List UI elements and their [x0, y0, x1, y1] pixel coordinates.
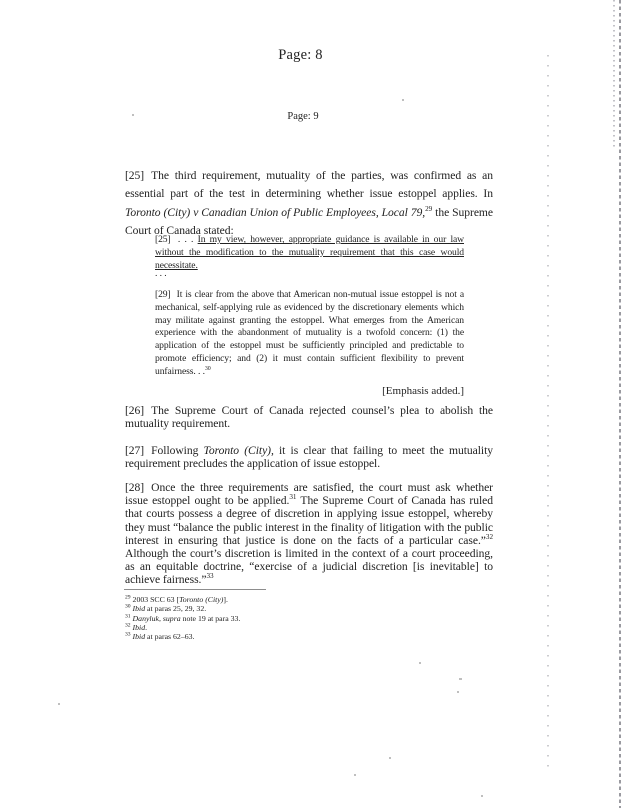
- paragraph-25-number: [25]: [125, 169, 145, 182]
- page-8-heading: Page: 8: [278, 47, 323, 63]
- case-citation-italic: Toronto (City),: [203, 444, 274, 457]
- footnotes-block: [125, 595, 493, 641]
- paragraph-26: [125, 404, 493, 430]
- ellipsis-line: . . .: [155, 268, 167, 279]
- paragraph-27-number: [27]: [125, 444, 145, 457]
- paragraph-28-number: [28]: [125, 481, 145, 494]
- paragraph-28-text-3: Although the court’s discretion is limited in the context of a court proceeding, as an equitable doctrine, “exercise of a judicial discretion [is inevitable] to achieve fairness.”: [125, 547, 493, 587]
- scan-speck: [402, 99, 404, 101]
- paragraph-25: [125, 167, 493, 241]
- footnote-30-italic: Ibid: [132, 604, 146, 614]
- scan-artifact-right-edge-dots-secondary: [613, 0, 615, 150]
- footnote-29-italic: Toronto (City): [179, 595, 224, 604]
- quote-29-text: It is clear from the above that American non-mutual issue estoppel is not a mechanical, self-applying rule as evidenced by the discretionary elements which may militate against granting the estoppel. What emerges from the American experience with the abandonment of mutuality is a twofold concern: (1) the application of the estoppel must be sufficiently principled and predictable to promote efficiency; and (2) it must contain sufficient flexibility to prevent unfairness. . .: [155, 289, 464, 377]
- footnote-29: [125, 595, 493, 604]
- footnote-reference-29: 29: [425, 204, 433, 213]
- paragraph-27: [125, 444, 493, 470]
- footnote-32: [125, 623, 493, 632]
- footnote-31-number: 31: [125, 613, 131, 619]
- scan-speck: [481, 795, 483, 797]
- paragraph-26-number: [26]: [125, 404, 145, 417]
- underlined-passage: In my view, however, appropriate guidance is available in our law without the modification to the mutuality requirement that this case would necessitate.: [155, 234, 464, 271]
- quote-29-number: [29]: [155, 289, 171, 300]
- footnote-29-text: 2003 SCC 63 [: [132, 595, 180, 604]
- scan-speck: [457, 691, 459, 693]
- footnote-separator: [124, 589, 266, 590]
- block-quote-29: [155, 289, 464, 379]
- paragraph-28-text-1: Once the three requirements are satisfied, the court must ask whether issue estoppel ought to be applied.: [125, 481, 493, 508]
- footnote-31: [125, 614, 493, 623]
- footnote-32-italic: Ibid: [132, 622, 146, 632]
- footnote-31-italic: Danyluk, supra: [132, 613, 181, 623]
- paragraph-25-text-after: the Supreme Court of Canada stated:: [125, 205, 493, 238]
- footnote-33: [125, 632, 493, 641]
- scan-speck: [354, 774, 356, 776]
- scan-speck: [132, 114, 134, 116]
- page-9-heading: Page: 9: [287, 111, 319, 122]
- paragraph-27-text-after: it is clear that failing to meet the mutuality requirement precludes the application of issue estoppel.: [125, 444, 493, 471]
- footnote-29-number: 29: [125, 594, 131, 601]
- paragraph-25-text: The third requirement, mutuality of the parties, was confirmed as an essential part of the test in determining whether issue estoppel applies. In: [125, 169, 493, 201]
- footnote-30-number: 30: [125, 603, 131, 610]
- footnote-32-number: 32: [125, 622, 131, 629]
- footnote-33-text-after: at paras 62–63.: [145, 632, 195, 642]
- paragraph-27-text: Following: [151, 444, 204, 457]
- block-quote-25: [155, 234, 464, 273]
- footnote-reference-33: 33: [206, 572, 214, 581]
- footnote-30: [125, 604, 493, 613]
- paragraph-26-text: The Supreme Court of Canada rejected counsel’s plea to abolish the mutuality requirement.: [125, 404, 493, 431]
- scan-speck: [389, 757, 391, 759]
- paragraph-28-text-2: The Supreme Court of Canada has ruled that courts possess a degree of discretion in applying issue estoppel, whereby they must “balance the public interest in the finality of litigation with the public interest in ensuring that justice is done on the facts of a particular case.”: [125, 494, 493, 547]
- footnote-29-text-after: ].: [223, 595, 228, 604]
- case-citation-italic: Toronto (City) v Canadian Union of Public Employees, Local 79,: [125, 205, 426, 219]
- emphasis-added-note: [Emphasis added.]: [382, 385, 464, 397]
- footnote-reference-32: 32: [485, 532, 493, 541]
- scan-artifact-speckle-column: [547, 55, 549, 773]
- scan-artifact-right-edge-dots: [619, 0, 621, 808]
- footnote-reference-30: 30: [204, 365, 211, 372]
- footnote-32-text-after: .: [145, 622, 148, 632]
- footnote-33-italic: Ibid: [132, 632, 146, 642]
- footnote-30-text-after: at paras 25, 29, 32.: [145, 604, 207, 614]
- paragraph-28: [125, 481, 493, 587]
- footnote-31-text-after: note 19 at para 33.: [180, 613, 241, 623]
- footnote-reference-31: 31: [289, 493, 297, 502]
- quote-25-number: [25]: [155, 234, 171, 245]
- quote-25-ellipsis: . . .: [177, 234, 194, 245]
- scan-speck: [58, 703, 60, 705]
- scan-speck: [419, 662, 421, 664]
- footnote-33-number: 33: [125, 631, 131, 638]
- scan-speck: [459, 678, 462, 680]
